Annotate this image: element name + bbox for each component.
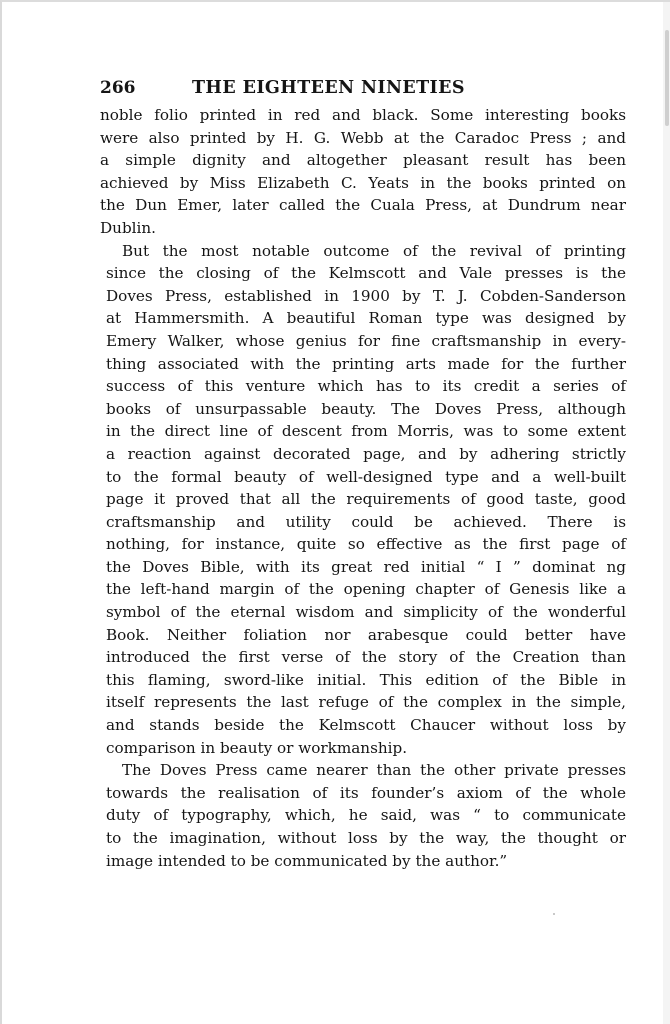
text-line: Doves Press, established in 1900 by T. J. Cobden-Sanderson — [106, 286, 626, 305]
text-line: to the formal beauty of well-designed type and a well-built — [106, 467, 626, 486]
text-line: books of unsurpassable beauty. The Doves Press, although — [106, 399, 626, 418]
text-line: achieved by Miss Elizabeth C. Yeats in the books printed on — [100, 173, 626, 192]
text-line: Book. Neither foliation nor arabesque could better have — [106, 625, 626, 644]
text-line: the Doves Bible, with its great red initial “ I ” dominat ng — [106, 557, 626, 576]
text-line: since the closing of the Kelmscott and Vale presses is the — [106, 264, 626, 283]
text-line: page it proved that all the requirements of good taste, good — [106, 490, 626, 509]
text-line: at Hammersmith. A beautiful Roman type was designed by — [106, 309, 626, 328]
text-line: comparison in beauty or workmanship. — [106, 738, 408, 757]
text-line: Emery Walker, whose genius for fine craftsmanship in every- — [106, 331, 626, 350]
paragraph — [106, 240, 626, 760]
paragraph — [100, 104, 626, 240]
text-line: nothing, for instance, quite so effective as the first page of — [106, 535, 626, 554]
book-page — [100, 78, 626, 872]
scrollbar-thumb[interactable] — [665, 30, 669, 126]
text-line: to the imagination, without loss by the way, the thought or — [106, 829, 626, 847]
text-line: success of this venture which has to its credit a series of — [106, 377, 626, 396]
text-line: image intended to be communicated by the author.” — [106, 851, 508, 870]
text-line: But the most notable outcome of the revival of printing — [122, 241, 626, 260]
text-line: the left-hand margin of the opening chapter of Genesis like a — [106, 580, 626, 599]
text-line: in the direct line of descent from Morris, was to some extent — [106, 422, 626, 441]
text-line: Dublin. — [100, 218, 157, 237]
text-line: symbol of the eternal wisdom and simplicity of the wonderful — [106, 603, 626, 622]
text-line: introduced the first verse of the story of the Creation than — [106, 648, 626, 667]
text-line: craftsmanship and utility could be achieved. There is — [106, 512, 626, 531]
body-text — [100, 104, 626, 872]
text-line: noble folio printed in red and black. Some interesting books — [100, 106, 626, 124]
text-line: a reaction against decorated page, and by adhering strictly — [106, 444, 626, 463]
text-line: itself represents the last refuge of the complex in the simple, — [106, 693, 626, 712]
text-line: this flaming, sword-like initial. This edition of the Bible in — [106, 670, 626, 689]
text-line: the Dun Emer, later called the Cuala Press, at Dundrum near — [100, 196, 626, 215]
text-line: and stands beside the Kelmscott Chaucer without loss by — [106, 716, 626, 735]
running-title: THE EIGHTEEN NINETIES — [192, 78, 465, 98]
scan-speck — [553, 913, 555, 915]
text-line: were also printed by H. G. Webb at the Caradoc Press ; and — [100, 128, 626, 147]
page-header — [100, 78, 626, 106]
text-line: duty of typography, which, he said, was “ to communicate — [106, 806, 626, 825]
text-line: The Doves Press came nearer than the other private presses — [122, 761, 626, 780]
vertical-scrollbar[interactable] — [663, 2, 670, 1024]
text-line: a simple dignity and altogether pleasant result has been — [100, 151, 626, 170]
page-number: 266 — [100, 78, 136, 98]
text-line: thing associated with the printing arts made for the further — [106, 354, 626, 373]
text-line: towards the realisation of its founder’s axiom of the whole — [106, 783, 626, 802]
paragraph — [106, 759, 626, 872]
